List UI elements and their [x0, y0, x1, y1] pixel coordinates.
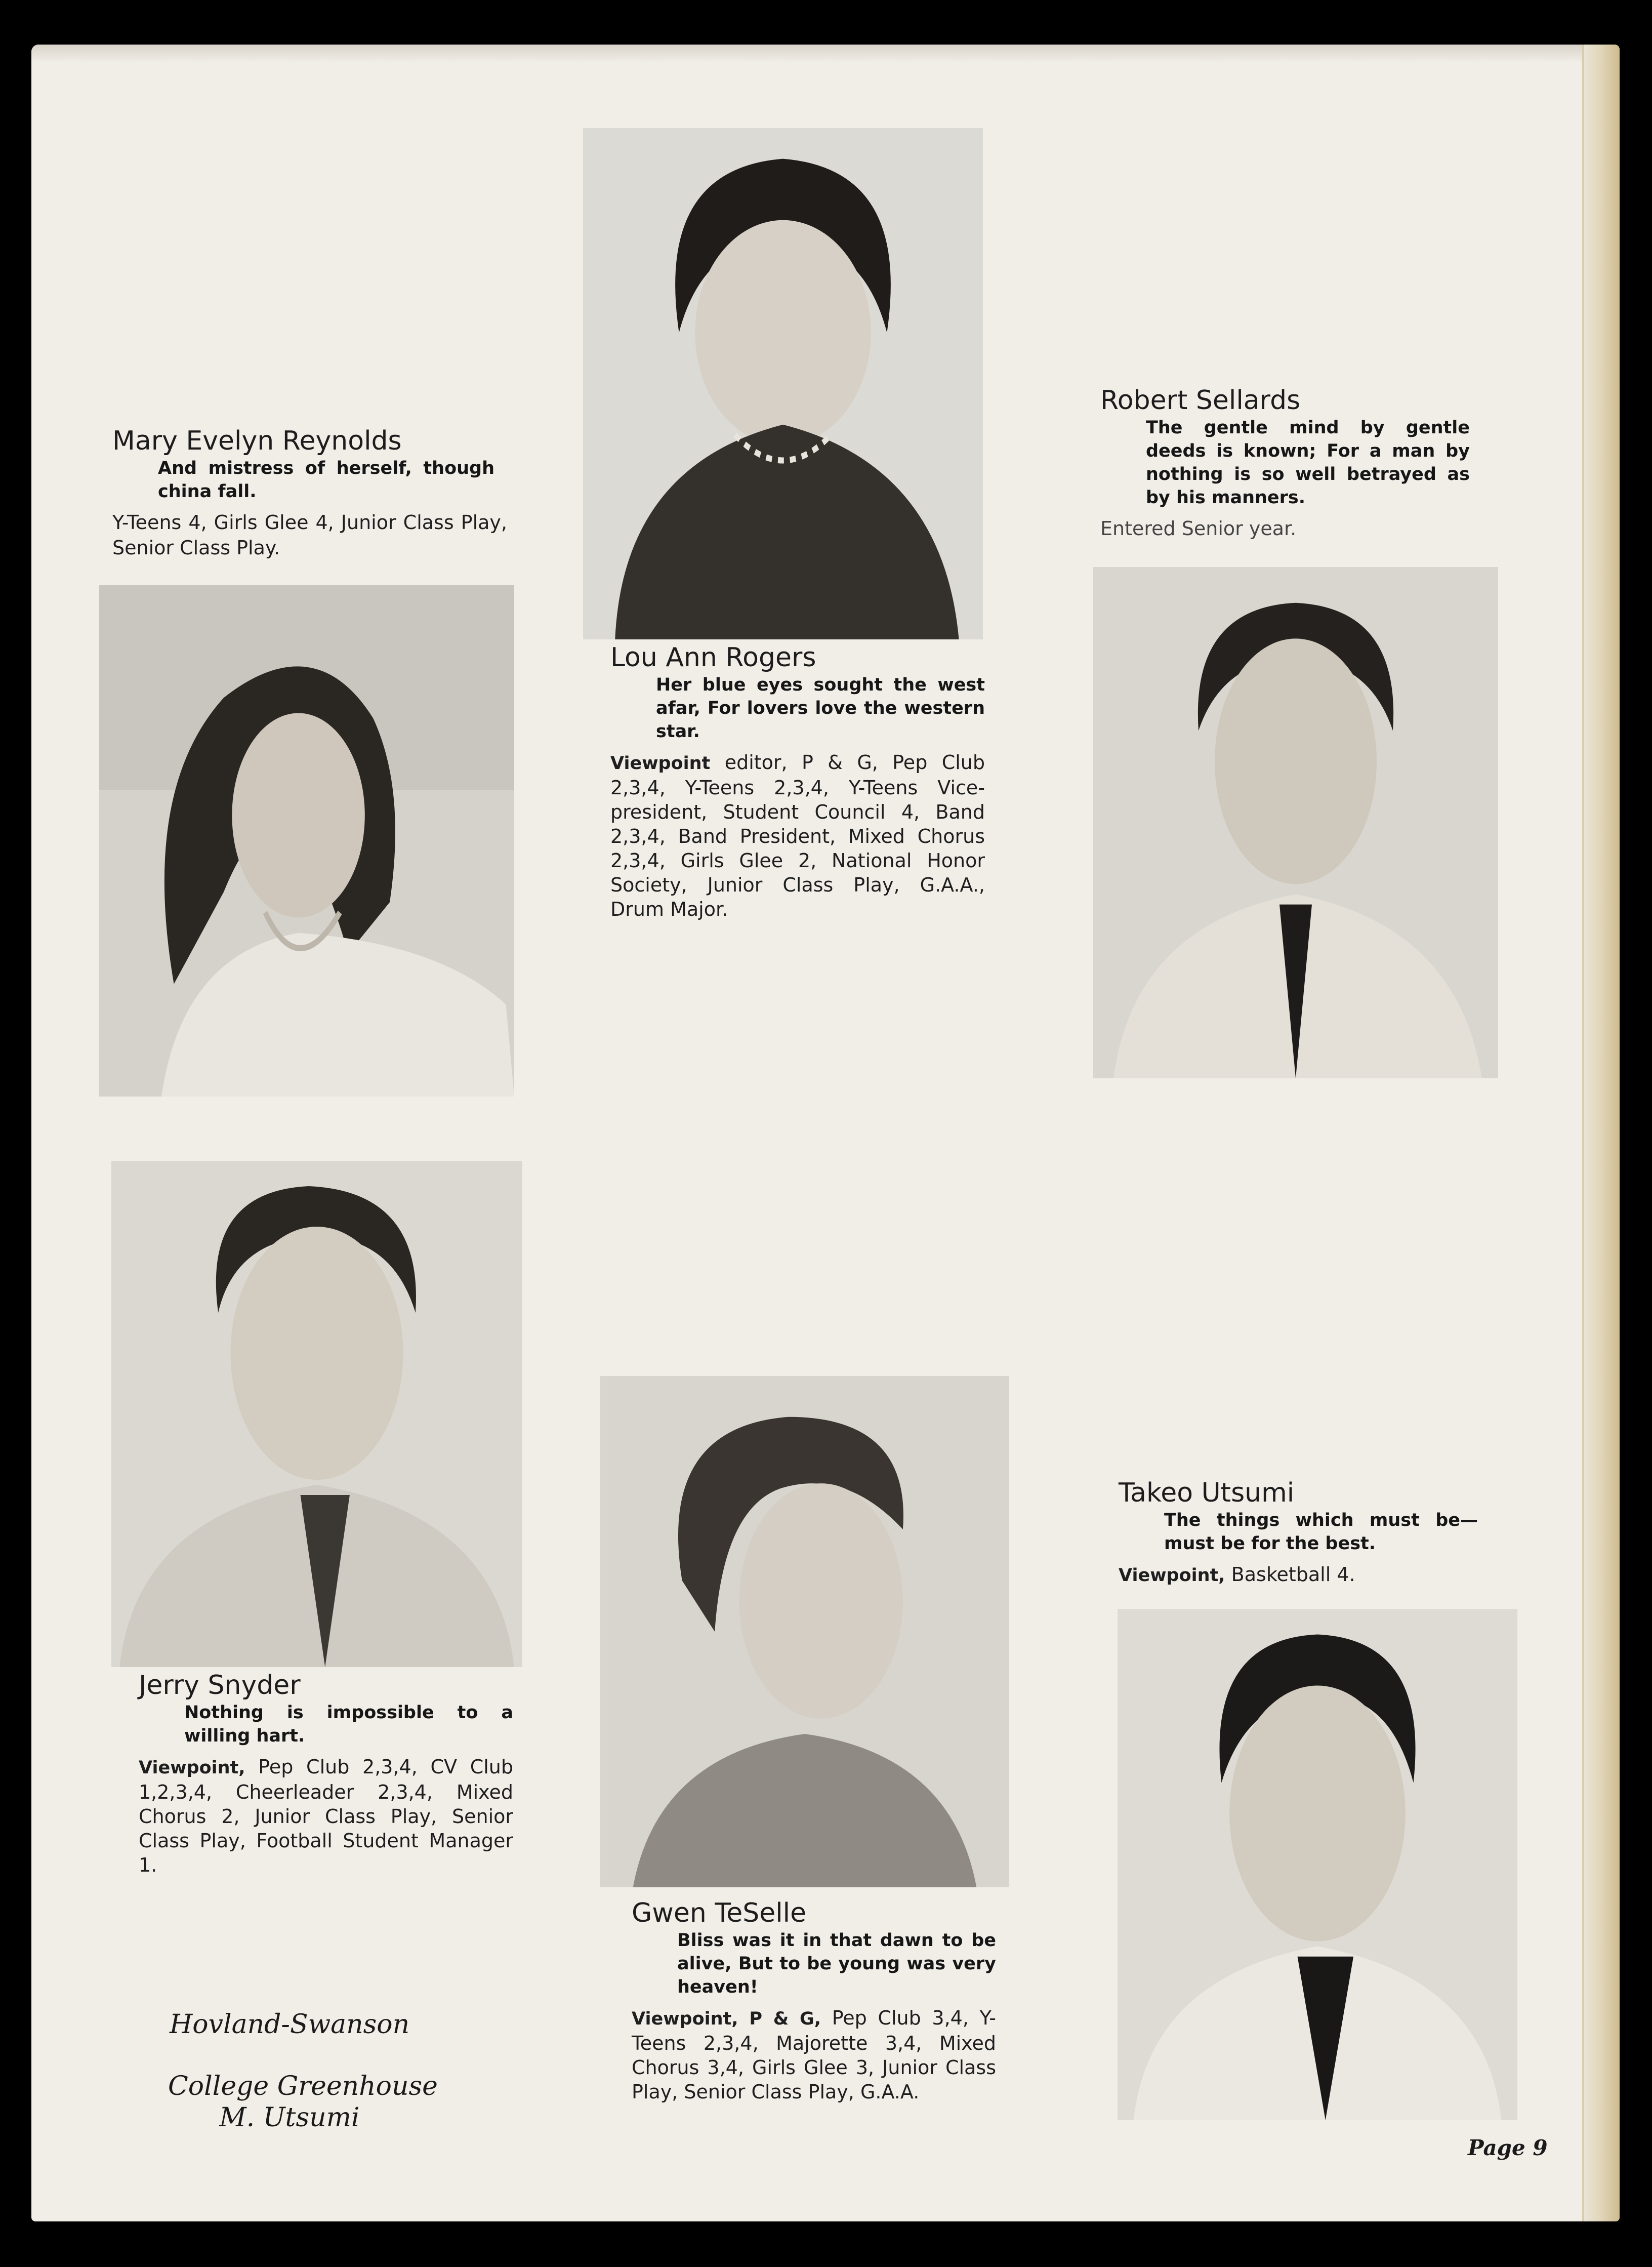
student-entry-sellards	[1100, 385, 1475, 542]
student-quote: Her blue eyes sought the west afar, For lovers love the western star.	[656, 675, 985, 742]
student-name: Lou Ann Rogers	[610, 642, 816, 673]
sponsor-name: College Greenhouse	[168, 2071, 438, 2101]
student-activities: Y-Teens 4, Girls Glee 4, Junior Class Play, Senior Class Play.	[112, 511, 507, 559]
student-portrait-sellards	[1093, 567, 1498, 1078]
student-name: Jerry Snyder	[139, 1670, 301, 1701]
student-entry-snyder	[139, 1670, 513, 1877]
student-activities: Entered Senior year.	[1100, 517, 1297, 540]
page-number: Page 9	[1468, 2135, 1548, 2160]
student-portrait-rogers	[583, 128, 983, 639]
student-portrait-utsumi	[1118, 1609, 1517, 2120]
student-portrait-teselle	[600, 1376, 1009, 1887]
sponsor-list	[168, 2009, 438, 2133]
student-quote: The things which must be— must be for the best.	[1164, 1510, 1478, 1554]
page-edge	[1582, 45, 1620, 2221]
student-name: Takeo Utsumi	[1119, 1478, 1295, 1508]
student-portrait-reynolds	[99, 585, 514, 1097]
student-quote: Bliss was it in that dawn to be alive, But to be young was very heaven!	[677, 1930, 996, 1997]
sponsor-name: Hovland-Swanson	[169, 2009, 410, 2040]
yearbook-page	[31, 45, 1620, 2221]
student-name: Gwen TeSelle	[632, 1898, 807, 1928]
page-top-shadow	[31, 45, 1620, 63]
student-entry-teselle	[632, 1897, 1006, 2104]
student-quote: The gentle mind by gentle deeds is known; For a man by nothing is so well betrayed as by his manners.	[1146, 418, 1470, 508]
student-entry-utsumi	[1119, 1477, 1493, 1588]
student-quote: And mistress of herself, though china fall.	[158, 458, 494, 502]
student-entry-rogers	[610, 642, 985, 921]
student-portrait-snyder	[111, 1161, 522, 1667]
student-activities: Viewpoint, P & G, Pep Club 3,4, Y-Teens 2,3,4, Majorette 3,4, Mixed Chorus 3,4, Girls Glee 3, Junior Class Play, Senior Class Play, G.A.A.	[632, 2007, 996, 2103]
student-activities: Viewpoint, Pep Club 2,3,4, CV Club 1,2,3,4, Cheerleader 2,3,4, Mixed Chorus 2, Junior Class Play, Senior Class Play, Football Student Manager 1.	[139, 1756, 513, 1876]
student-entry-reynolds	[112, 425, 507, 560]
sponsor-name: M. Utsumi	[219, 2102, 360, 2133]
student-activities: Viewpoint, Basketball 4.	[1119, 1563, 1355, 1586]
student-quote: Nothing is impossible to a willing hart.	[184, 1703, 513, 1746]
student-name: Mary Evelyn Reynolds	[112, 426, 402, 456]
student-activities: Viewpoint editor, P & G, Pep Club 2,3,4, Y-Teens 2,3,4, Y-Teens Vice-president, Student Council 4, Band 2,3,4, Band President, Mixed Chorus 2,3,4, Girls Glee 2, National Honor Society, Junior Class Play, G.A.A., Drum Major.	[610, 751, 985, 920]
student-name: Robert Sellards	[1100, 385, 1301, 416]
